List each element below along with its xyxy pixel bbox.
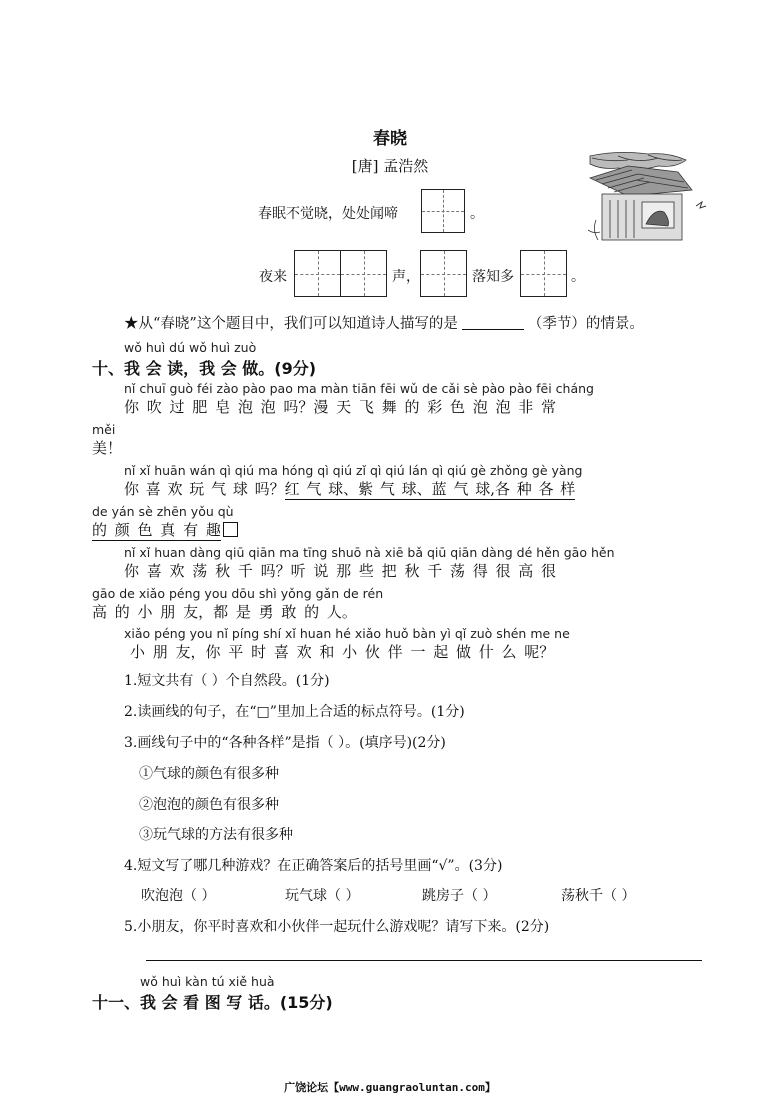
passage-text-3-plain: 你 喜 欢 玩 气 球 吗？: [124, 480, 285, 498]
star-question: [124, 312, 644, 333]
question-3: 3.画线句子中的“各种各样”是指（ ）。(填序号)(2分): [124, 735, 446, 751]
passage-text-4: [92, 519, 238, 540]
section11-heading: 十一、我 会 看 图 写 话。(15分): [92, 993, 333, 1012]
question-5: 5.小朋友，你平时喜欢和小伙伴一起玩什么游戏呢？请写下来。(2分): [124, 919, 550, 935]
passage-text-3: [124, 478, 575, 499]
season-answer-blank[interactable]: [462, 315, 524, 330]
poem-illustration: [588, 150, 708, 242]
poem-line-2-mid2: 落知多: [472, 269, 514, 285]
poem-box-1[interactable]: [421, 189, 465, 233]
star-question-post: （季节）的情景。: [527, 316, 644, 332]
game-option-hopscotch[interactable]: 跳房子（ ）: [422, 888, 497, 904]
game-option-balloons[interactable]: 玩气球（ ）: [285, 888, 360, 904]
poem-line-1: 春眠不觉晓，处处闻啼: [258, 206, 398, 222]
question-5-answer-line[interactable]: [146, 960, 702, 961]
section10-heading: 十、我 会 读，我 会 做。(9分): [92, 359, 317, 378]
page-footer: 广饶论坛【www.guangraoluntan.com】: [284, 1081, 496, 1094]
passage-text-2: 美！: [92, 439, 123, 457]
star-question-pre: ★从“春晓”这个题目中，我们可以知道诗人描写的是: [124, 316, 458, 332]
poem-line-2-mid1: 声，: [392, 269, 420, 285]
question-4: 4.短文写了哪几种游戏？在正确答案后的括号里画“√”。(3分): [124, 858, 503, 874]
passage-text-1: 你 吹 过 肥 皂 泡 泡 吗？漫 天 飞 舞 的 彩 色 泡 泡 非 常: [124, 398, 557, 416]
poem-box-4[interactable]: [420, 250, 467, 297]
poem-box-2[interactable]: [294, 250, 341, 297]
option-3: ③玩气球的方法有很多种: [139, 827, 293, 843]
poem-line-1-end: 。: [470, 206, 484, 222]
option-1: ①气球的颜色有很多种: [139, 766, 279, 782]
passage-pinyin-4: de yán sè zhēn yǒu qù: [92, 504, 234, 519]
question-2: 2.读画线的句子，在“□”里加上合适的标点符号。(1分): [124, 704, 465, 720]
game-option-swing[interactable]: 荡秋千（ ）: [561, 888, 636, 904]
poem-box-5[interactable]: [520, 250, 567, 297]
section10-pinyin: wǒ huì dú wǒ huì zuò: [124, 340, 257, 355]
poem-author: [唐] 孟浩然: [351, 157, 429, 175]
poem-line-2-end: 。: [571, 269, 585, 285]
underlined-sentence-part-1: 红 气 球、紫 气 球、蓝 气 球,各 种 各 样: [284, 480, 576, 498]
game-option-bubbles[interactable]: 吹泡泡（ ）: [141, 888, 216, 904]
passage-pinyin-3: nǐ xǐ huān wán qì qiú ma hóng qì qiú zǐ qì qiú lán qì qiú gè zhǒng gè yàng: [124, 463, 583, 478]
option-2: ②泡泡的颜色有很多种: [139, 797, 279, 813]
poem-title: 春晓: [373, 129, 407, 149]
poem-box-3[interactable]: [340, 250, 387, 297]
passage-pinyin-6: gāo de xiǎo péng you dōu shì yǒng gǎn de rén: [92, 586, 384, 601]
passage-pinyin-1: nǐ chuī guò féi zào pào pao ma màn tiān fēi wǔ de cǎi sè pào pào fēi cháng: [124, 381, 594, 396]
section11-pinyin: wǒ huì kàn tú xiě huà: [140, 974, 275, 989]
passage-text-7: 小 朋 友，你 平 时 喜 欢 和 小 伙 伴 一 起 做 什 么 呢？: [130, 643, 555, 661]
punctuation-box[interactable]: [223, 522, 238, 537]
underlined-sentence-part-2: 的 颜 色 真 有 趣: [92, 521, 221, 539]
passage-text-5: 你 喜 欢 荡 秋 千 吗？听 说 那 些 把 秋 千 荡 得 很 高 很: [124, 562, 557, 580]
passage-text-6: 高 的 小 朋 友，都 是 勇 敢 的 人。: [92, 603, 357, 621]
question-1: 1.短文共有（ ）个自然段。(1分): [124, 673, 330, 689]
passage-pinyin-5: nǐ xǐ huan dàng qiū qiān ma tīng shuō nà xiē bǎ qiū qiān dàng dé hěn gāo hěn: [124, 545, 615, 560]
passage-pinyin-2: měi: [92, 422, 116, 437]
passage-pinyin-7: xiǎo péng you nǐ píng shí xǐ huan hé xiǎo huǒ bàn yì qǐ zuò shén me ne: [124, 626, 570, 641]
poem-line-2-start: 夜来: [259, 269, 287, 285]
